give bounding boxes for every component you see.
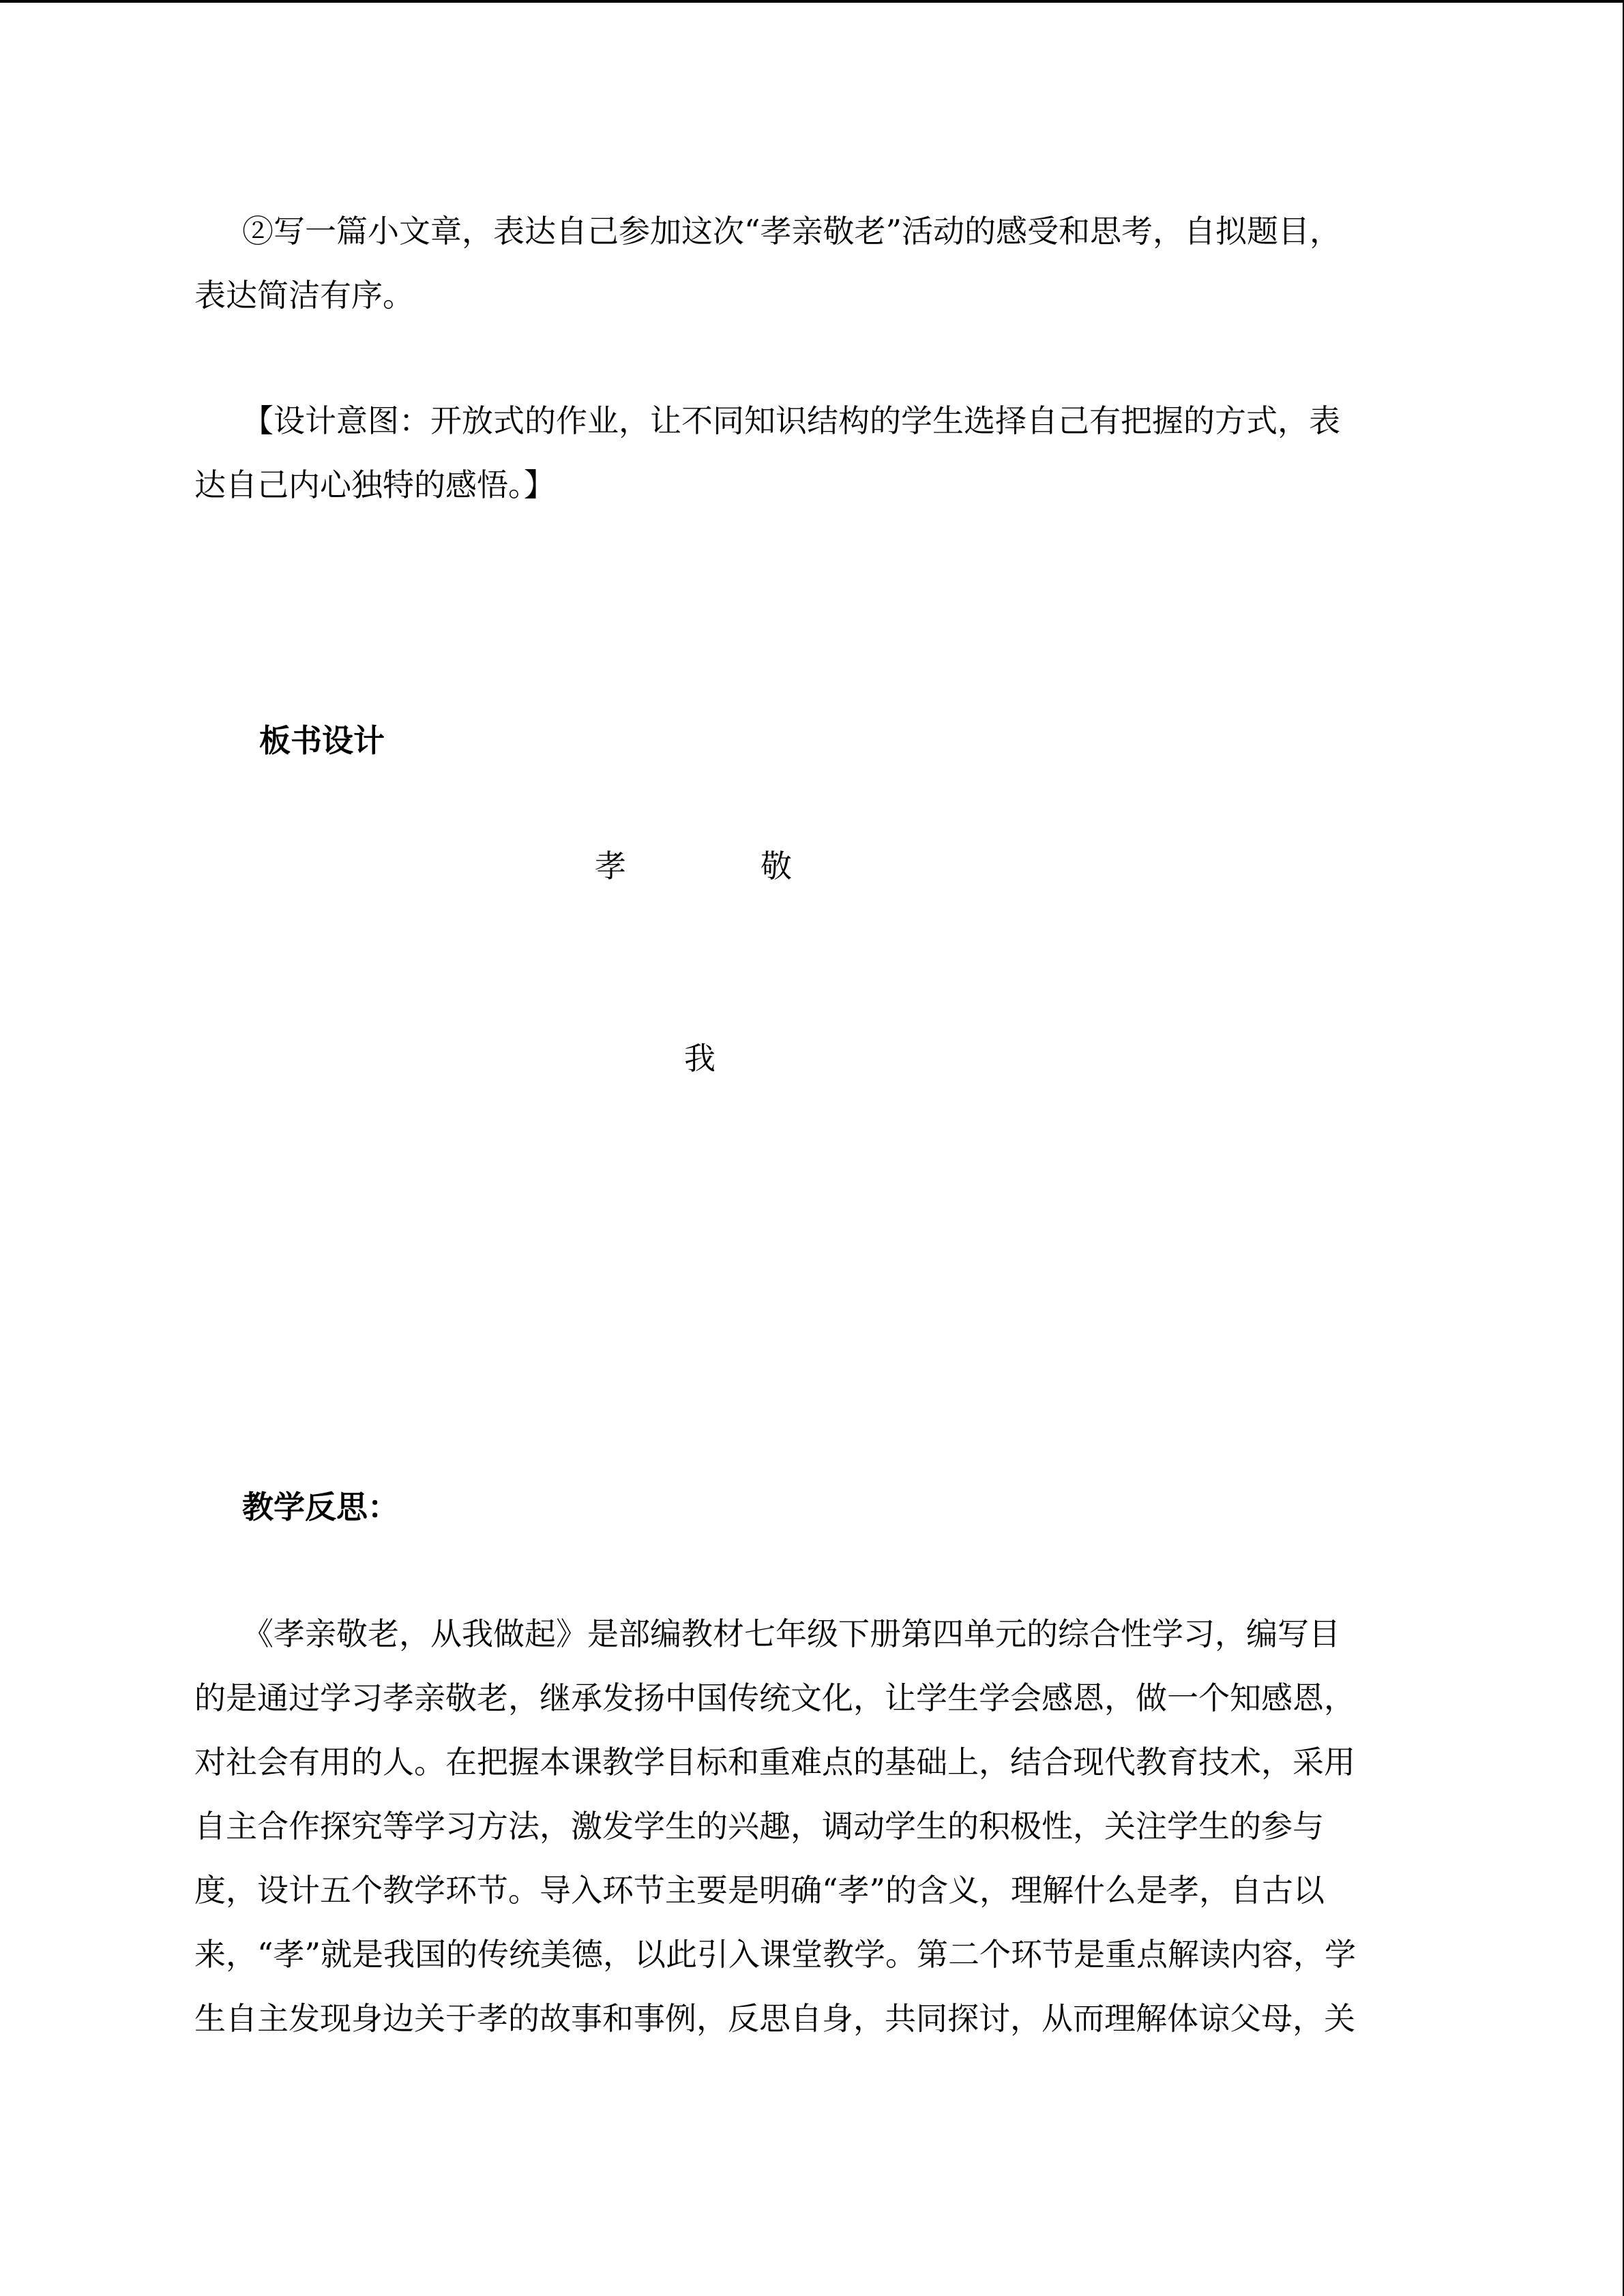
reflection-line: 自主合作探究等学习方法，激发学生的兴趣，调动学生的积极性，关注学生的参与 bbox=[194, 1808, 1324, 1845]
board-char-jing: 敬 bbox=[761, 848, 792, 884]
design-intent-paragraph bbox=[194, 389, 1429, 517]
reflection-line: 来，“孝”就是我国的传统美德，以此引入课堂教学。第二个环节是重点解读内容，学 bbox=[194, 1936, 1357, 1973]
reflection-line: 《孝亲敬老，从我做起》是部编教材七年级下册第四单元的综合性学习，编写目 bbox=[242, 1615, 1340, 1652]
board-design-heading: 板书设计 bbox=[259, 722, 385, 759]
reflection-paragraph bbox=[194, 1602, 1429, 2051]
reflection-line: 生自主发现身边关于孝的故事和事例，反思自身，共同探讨，从而理解体谅父母，关 bbox=[194, 2000, 1355, 2037]
homework-line-2: 表达简洁有序。 bbox=[194, 277, 414, 314]
page-top-border bbox=[0, 0, 1624, 3]
board-char-xiao: 孝 bbox=[595, 848, 626, 884]
reflection-line: 的是通过学习孝亲敬老，继承发扬中国传统文化，让学生学会感恩，做一个知感恩， bbox=[194, 1680, 1355, 1716]
homework-line-1: ②写一篇小文章，表达自己参加这次“孝亲敬老”活动的感受和思考，自拟题目， bbox=[242, 213, 1342, 250]
reflection-heading: 教学反思： bbox=[242, 1489, 399, 1525]
homework-paragraph bbox=[194, 199, 1429, 327]
board-char-wo: 我 bbox=[684, 1040, 715, 1077]
reflection-line: 对社会有用的人。在把握本课教学目标和重难点的基础上，结合现代教育技术，采用 bbox=[194, 1744, 1355, 1780]
reflection-line: 度，设计五个教学环节。导入环节主要是明确“孝”的含义，理解什么是孝，自古以 bbox=[194, 1872, 1325, 1909]
design-intent-line-1: 【设计意图：开放式的作业，让不同知识结构的学生选择自己有把握的方式，表 bbox=[242, 402, 1340, 439]
design-intent-line-2: 达自己内心独特的感悟。】 bbox=[194, 466, 555, 503]
